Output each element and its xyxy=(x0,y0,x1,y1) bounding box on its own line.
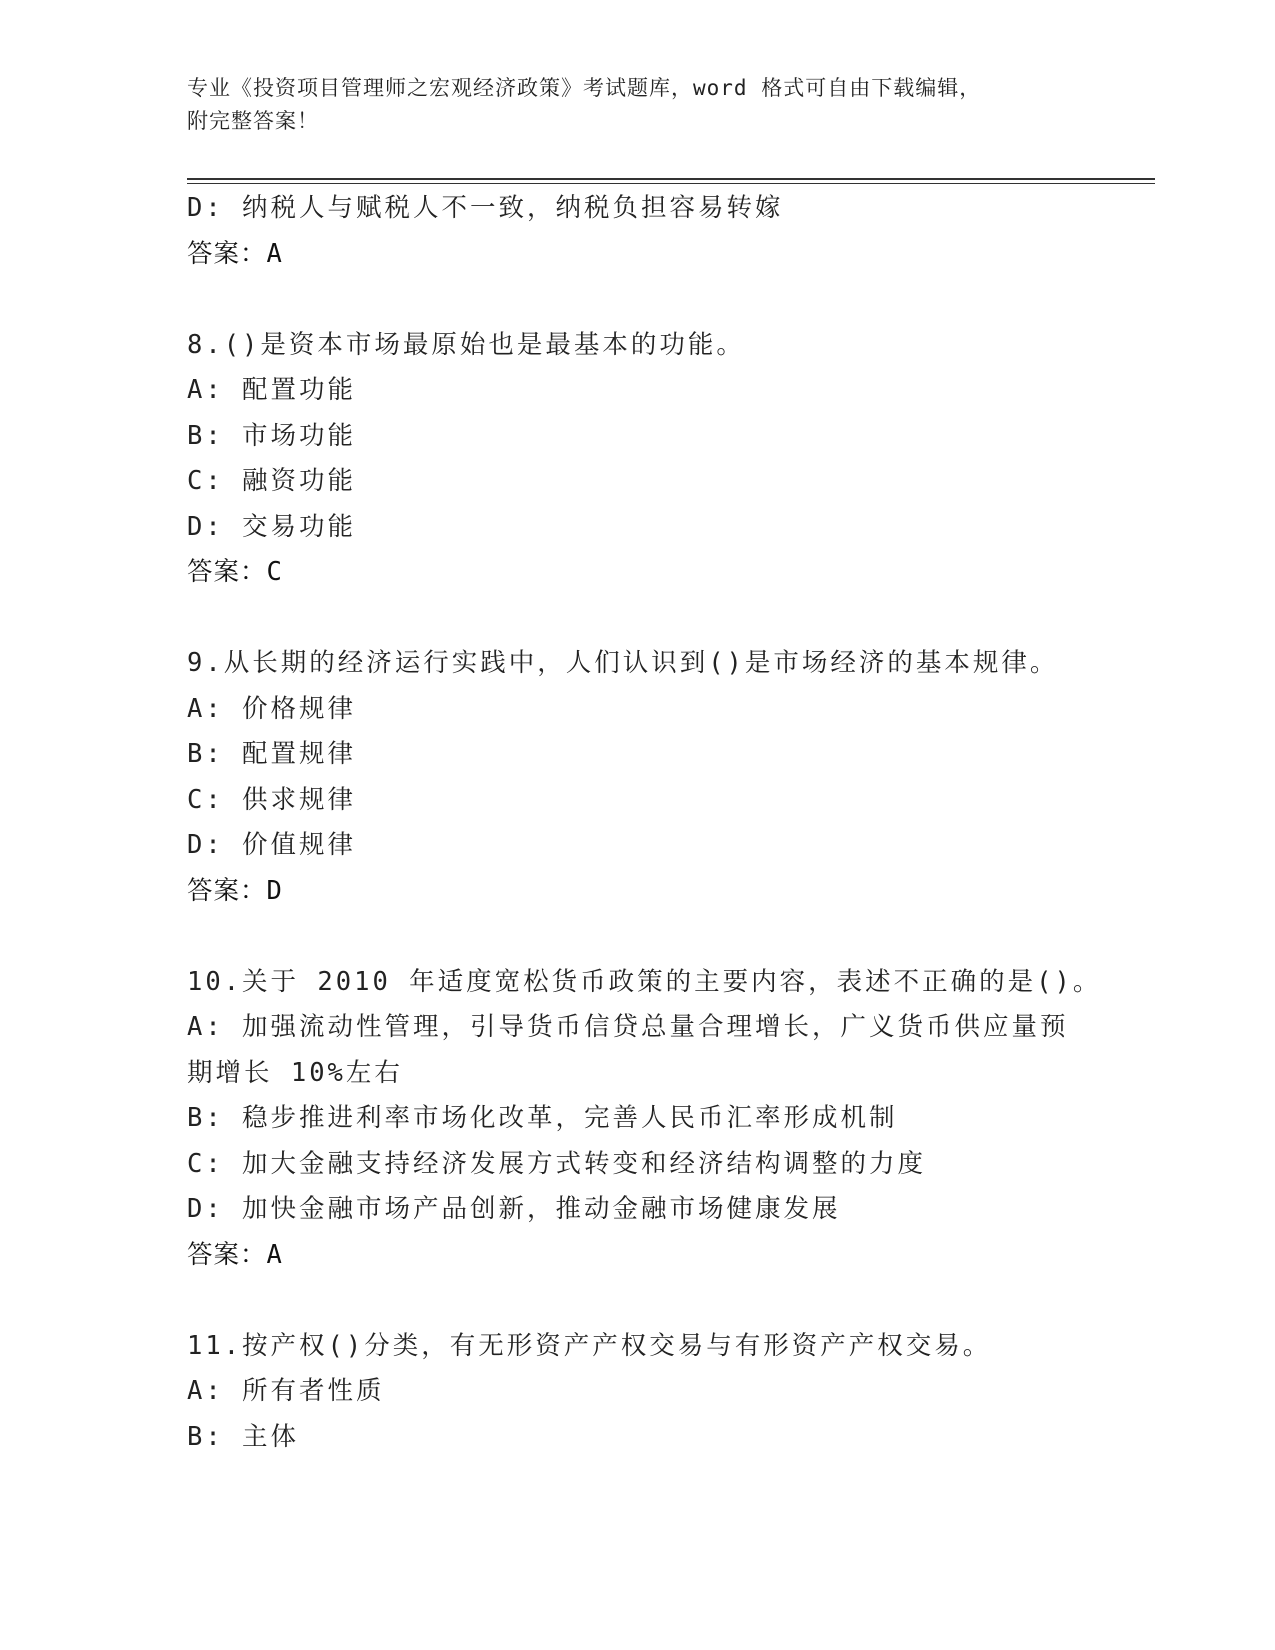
option-d: D: 交易功能 xyxy=(187,511,357,542)
question-text: 9.从长期的经济运行实践中，人们认识到()是市场经济的基本规律。 xyxy=(187,648,1059,678)
option-c: C: 加大金融支持经济发展方式转变和经济结构调整的力度 xyxy=(187,1148,927,1179)
question-9 xyxy=(187,641,1087,914)
answer: 答案：C xyxy=(187,557,283,587)
option-d: D: 价值规律 xyxy=(187,830,357,860)
option-b: B: 稳步推进利率市场化改革，完善人民币汇率形成机制 xyxy=(187,1103,898,1133)
header-line-1: 专业《投资项目管理师之宏观经济政策》考试题库，word 格式可自由下载编辑， xyxy=(187,76,982,100)
answer: 答案：D xyxy=(187,875,283,906)
option-c: C: 供求规律 xyxy=(187,784,357,815)
question-text: 8.()是资本市场最原始也是最基本的功能。 xyxy=(187,329,745,360)
question-8 xyxy=(187,323,1087,596)
option-a: A: 所有者性质 xyxy=(187,1376,385,1406)
header-divider-thick xyxy=(187,178,1155,180)
question-text: 11.按产权()分类，有无形资产产权交易与有形资产产权交易。 xyxy=(187,1330,992,1361)
option-b: B: 市场功能 xyxy=(187,420,357,451)
option-a-line-2: 期增长 10%左右 xyxy=(187,1057,403,1088)
question-text: 10.关于 2010 年适度宽松货币政策的主要内容，表述不正确的是()。 xyxy=(187,966,1102,997)
answer: 答案：A xyxy=(187,238,283,269)
option-d: D: 纳税人与赋税人不一致，纳税负担容易转嫁 xyxy=(187,193,784,223)
option-a: A: 价格规律 xyxy=(187,693,357,724)
header-line-2: 附完整答案！ xyxy=(187,109,319,133)
option-a: A: 配置功能 xyxy=(187,375,357,405)
answer: 答案：A xyxy=(187,1239,283,1270)
option-b: B: 配置规律 xyxy=(187,739,357,769)
header-divider-thin xyxy=(187,183,1155,184)
document-header xyxy=(187,72,1087,138)
option-d: D: 加快金融市场产品创新，推动金融市场健康发展 xyxy=(187,1194,841,1224)
option-a-line-1: A: 加强流动性管理，引导货币信贷总量合理增长，广义货币供应量预 xyxy=(187,1012,1069,1042)
question-10 xyxy=(187,960,1102,1279)
question-7-tail xyxy=(187,186,1087,277)
option-b: B: 主体 xyxy=(187,1421,300,1452)
option-c: C: 融资功能 xyxy=(187,466,357,496)
question-list xyxy=(187,186,1102,1460)
question-11 xyxy=(187,1324,1087,1461)
